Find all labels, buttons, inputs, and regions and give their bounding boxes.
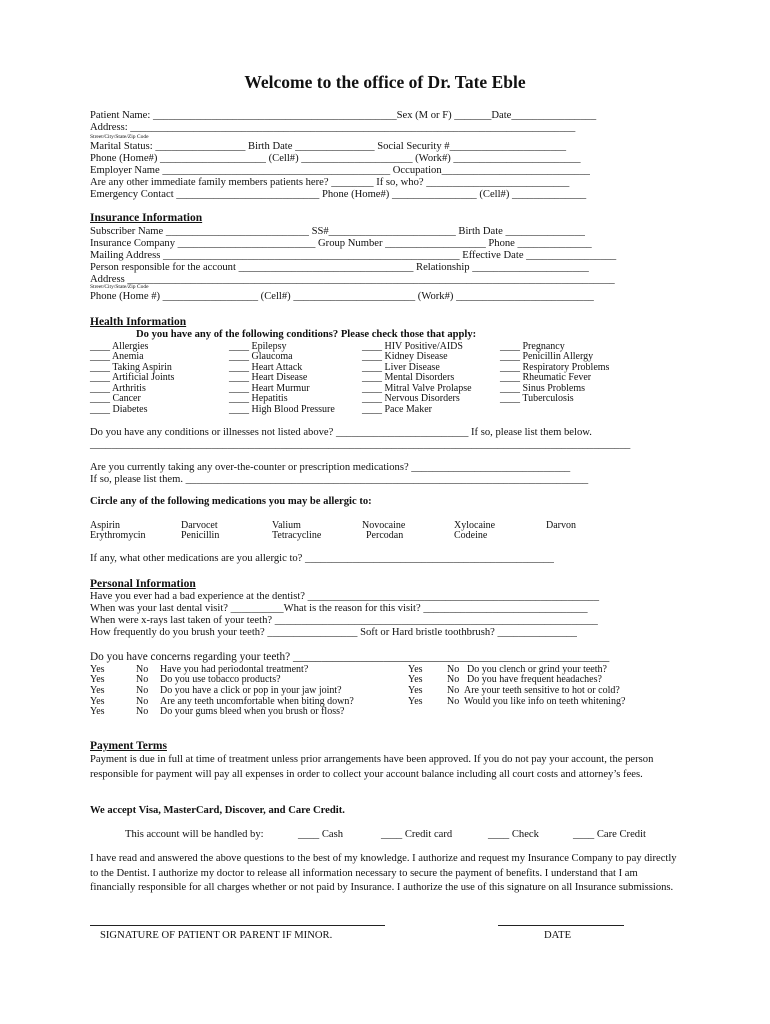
condition-item[interactable]: ____ Anemia: [90, 351, 144, 362]
address-field[interactable]: Address: ____________________________________________________________________________________: [90, 122, 576, 133]
emergency-contact-field[interactable]: Emergency Contact ___________________________ Phone (Home#) ________________ (Cell#) ______________: [90, 189, 587, 200]
concerns-field[interactable]: Do you have concerns regarding your teeth? ________________________________________________________: [90, 651, 610, 663]
condition-item[interactable]: ____ Rheumatic Fever: [500, 372, 592, 383]
patient-name-field[interactable]: Patient Name: ______________________________________________Sex (M or F) _______Date________________: [90, 110, 597, 121]
condition-item[interactable]: ____ Sinus Problems: [500, 383, 586, 394]
condition-item[interactable]: ____ Pregnancy: [500, 341, 565, 352]
yes-no-question: Do you have a click or pop in your jaw joint?: [160, 685, 342, 696]
condition-item[interactable]: ____ Penicillin Allergy: [500, 351, 594, 362]
med-option[interactable]: Valium: [272, 520, 301, 531]
med-option[interactable]: Codeine: [454, 530, 488, 541]
signature-label: SIGNATURE OF PATIENT OR PARENT IF MINOR.: [100, 930, 333, 941]
last-visit-field[interactable]: When was your last dental visit? __________What is the reason for this visit? _______________________________: [90, 603, 588, 614]
condition-item[interactable]: ____ Heart Attack: [229, 362, 303, 373]
cash-option[interactable]: ____ Cash: [298, 829, 344, 840]
yes-option[interactable]: Yes: [408, 674, 423, 685]
medications-list-field[interactable]: If so, please list them. ____________________________________________________________________________: [90, 474, 589, 485]
phone-field[interactable]: Phone (Home#) ____________________ (Cell#) _____________________ (Work#) ________________________: [90, 153, 581, 164]
med-option[interactable]: Penicillin: [181, 530, 220, 541]
yes-option[interactable]: Yes: [90, 706, 105, 717]
yes-no-question: Are your teeth sensitive to hot or cold?: [464, 685, 620, 696]
condition-item[interactable]: ____ Epilepsy: [229, 341, 287, 352]
yes-option[interactable]: Yes: [408, 696, 423, 707]
yes-no-question: Do you use tobacco products?: [160, 674, 281, 685]
conditions-question: Do you have any of the following conditions? Please check those that apply:: [136, 329, 477, 340]
health-heading: Health Information: [90, 316, 187, 328]
insurance-address-field[interactable]: Address ____________________________________________________________________________________________: [90, 274, 615, 285]
insurance-address-hint: Street/City/State/Zip Code: [90, 284, 149, 290]
yes-option[interactable]: Yes: [90, 674, 105, 685]
condition-item[interactable]: ____ Liver Disease: [362, 362, 440, 373]
personal-heading: Personal Information: [90, 578, 196, 590]
med-option[interactable]: Novocaine: [362, 520, 406, 531]
no-option[interactable]: No: [447, 696, 460, 707]
check-option[interactable]: ____ Check: [488, 829, 539, 840]
mailing-address-field[interactable]: Mailing Address ________________________________________________________ Effective Date _________________: [90, 250, 617, 261]
accepted-cards-text: We accept Visa, MasterCard, Discover, and Care Credit.: [90, 805, 345, 816]
signature-line[interactable]: [90, 925, 385, 926]
other-allergies-field[interactable]: If any, what other medications are you allergic to? _______________________________________________: [90, 553, 554, 564]
condition-item[interactable]: ____ High Blood Pressure: [229, 404, 335, 415]
condition-item[interactable]: ____ Arthritis: [90, 383, 146, 394]
yes-no-question: Would you like info on teeth whitening?: [464, 696, 626, 707]
condition-item[interactable]: ____ Heart Disease: [229, 372, 308, 383]
yes-option[interactable]: Yes: [90, 696, 105, 707]
allergy-heading: Circle any of the following medications you may be allergic to:: [90, 496, 372, 507]
brushing-field[interactable]: How frequently do you brush your teeth? _________________ Soft or Hard bristle toothbrush? _______________: [90, 627, 577, 638]
condition-item[interactable]: ____ Pace Maker: [362, 404, 432, 415]
med-option[interactable]: Xylocaine: [454, 520, 496, 531]
med-option[interactable]: Aspirin: [90, 520, 120, 531]
yes-no-question: Do your gums bleed when you brush or floss?: [160, 706, 345, 717]
no-option[interactable]: No: [136, 664, 149, 675]
yes-option[interactable]: Yes: [90, 664, 105, 675]
care-credit-option[interactable]: ____ Care Credit: [573, 829, 646, 840]
condition-item[interactable]: ____ Kidney Disease: [362, 351, 448, 362]
address-hint: Street/City/State/Zip Code: [90, 134, 149, 140]
date-line[interactable]: [498, 925, 624, 926]
no-option[interactable]: No: [447, 674, 460, 685]
responsible-person-field[interactable]: Person responsible for the account _________________________________ Relationship ______________________: [90, 262, 589, 273]
other-conditions-line[interactable]: ______________________________________________________________________________________________________: [90, 439, 631, 450]
no-option[interactable]: No: [447, 664, 460, 675]
no-option[interactable]: No: [447, 685, 460, 696]
med-option[interactable]: Percodan: [366, 530, 404, 541]
med-option[interactable]: Tetracycline: [272, 530, 322, 541]
no-option[interactable]: No: [136, 685, 149, 696]
condition-item[interactable]: ____ Heart Murmur: [229, 383, 310, 394]
condition-item[interactable]: ____ Nervous Disorders: [362, 393, 460, 404]
no-option[interactable]: No: [136, 674, 149, 685]
condition-item[interactable]: ____ Artificial Joints: [90, 372, 175, 383]
xrays-field[interactable]: When were x-rays last taken of your teeth? _____________________________________________________________: [90, 615, 598, 626]
med-option[interactable]: Erythromycin: [90, 530, 146, 541]
family-members-field[interactable]: Are any other immediate family members patients here? ________ If so, who? ___________________________: [90, 177, 570, 188]
condition-item[interactable]: ____ Diabetes: [90, 404, 148, 415]
yes-no-question: Do you clench or grind your teeth?: [467, 664, 607, 675]
payment-terms-text: Payment is due in full at time of treatment unless prior arrangements have been approved. If you do not pay your account, the person responsible for payment will pay all expenses in order to collect your account balance including all court costs and attorney’s fees.: [90, 754, 654, 780]
employer-field[interactable]: Employer Name ___________________________________________ Occupation____________________________: [90, 165, 590, 176]
no-option[interactable]: No: [136, 706, 149, 717]
yes-option[interactable]: Yes: [408, 664, 423, 675]
marital-status-field[interactable]: Marital Status: _________________ Birth Date _______________ Social Security #______________________: [90, 141, 567, 152]
condition-item[interactable]: ____ HIV Positive/AIDS: [362, 341, 463, 352]
page-title: Welcome to the office of Dr. Tate Eble: [244, 72, 526, 92]
no-option[interactable]: No: [136, 696, 149, 707]
insurance-company-field[interactable]: Insurance Company __________________________ Group Number ___________________ Phone ______________: [90, 238, 592, 249]
condition-item[interactable]: ____ Glaucoma: [229, 351, 293, 362]
condition-item[interactable]: ____ Mental Disorders: [362, 372, 455, 383]
condition-item[interactable]: ____ Mitral Valve Prolapse: [362, 383, 472, 394]
subscriber-field[interactable]: Subscriber Name ___________________________ SS#________________________ Birth Date _______________: [90, 226, 585, 237]
yes-option[interactable]: Yes: [90, 685, 105, 696]
date-label: DATE: [544, 930, 572, 941]
yes-no-question: Are any teeth uncomfortable when biting down?: [160, 696, 354, 707]
yes-no-question: Do you have frequent headaches?: [467, 674, 602, 685]
insurance-phone-field[interactable]: Phone (Home #) __________________ (Cell#) _______________________ (Work#) __________________________: [90, 291, 594, 302]
insurance-heading: Insurance Information: [90, 212, 203, 224]
other-conditions-field[interactable]: Do you have any conditions or illnesses not listed above? _________________________ If so, please list them below.: [90, 427, 592, 438]
medications-field[interactable]: Are you currently taking any over-the-counter or prescription medications? ______________________________: [90, 462, 571, 473]
credit-card-option[interactable]: ____ Credit card: [381, 829, 453, 840]
yes-option[interactable]: Yes: [408, 685, 423, 696]
condition-item[interactable]: ____ Tuberculosis: [500, 393, 574, 404]
handled-by-label: This account will be handled by:: [125, 829, 264, 840]
bad-experience-field[interactable]: Have you ever had a bad experience at the dentist? _______________________________________________________: [90, 591, 599, 602]
condition-item[interactable]: ____ Allergies: [90, 341, 149, 352]
med-option[interactable]: Darvon: [546, 520, 576, 531]
condition-item[interactable]: ____ Hepatitis: [229, 393, 288, 404]
condition-item[interactable]: ____ Respiratory Problems: [500, 362, 610, 373]
payment-heading: Payment Terms: [90, 740, 167, 752]
yes-no-question: Have you had periodontal treatment?: [160, 664, 309, 675]
condition-item[interactable]: ____ Cancer: [90, 393, 141, 404]
authorization-text: I have read and answered the above questions to the best of my knowledge. I authorize and request my Insurance Company to pay directly to the Dentist. I authorize my doctor to release all information necessary to secure the payment of benefits. I understand that I am financially responsible for all charges whether or not paid by Insurance. I authorize the use of this signature on all Insurance submissions.: [90, 853, 677, 893]
condition-item[interactable]: ____ Taking Aspirin: [90, 362, 172, 373]
med-option[interactable]: Darvocet: [181, 520, 218, 531]
